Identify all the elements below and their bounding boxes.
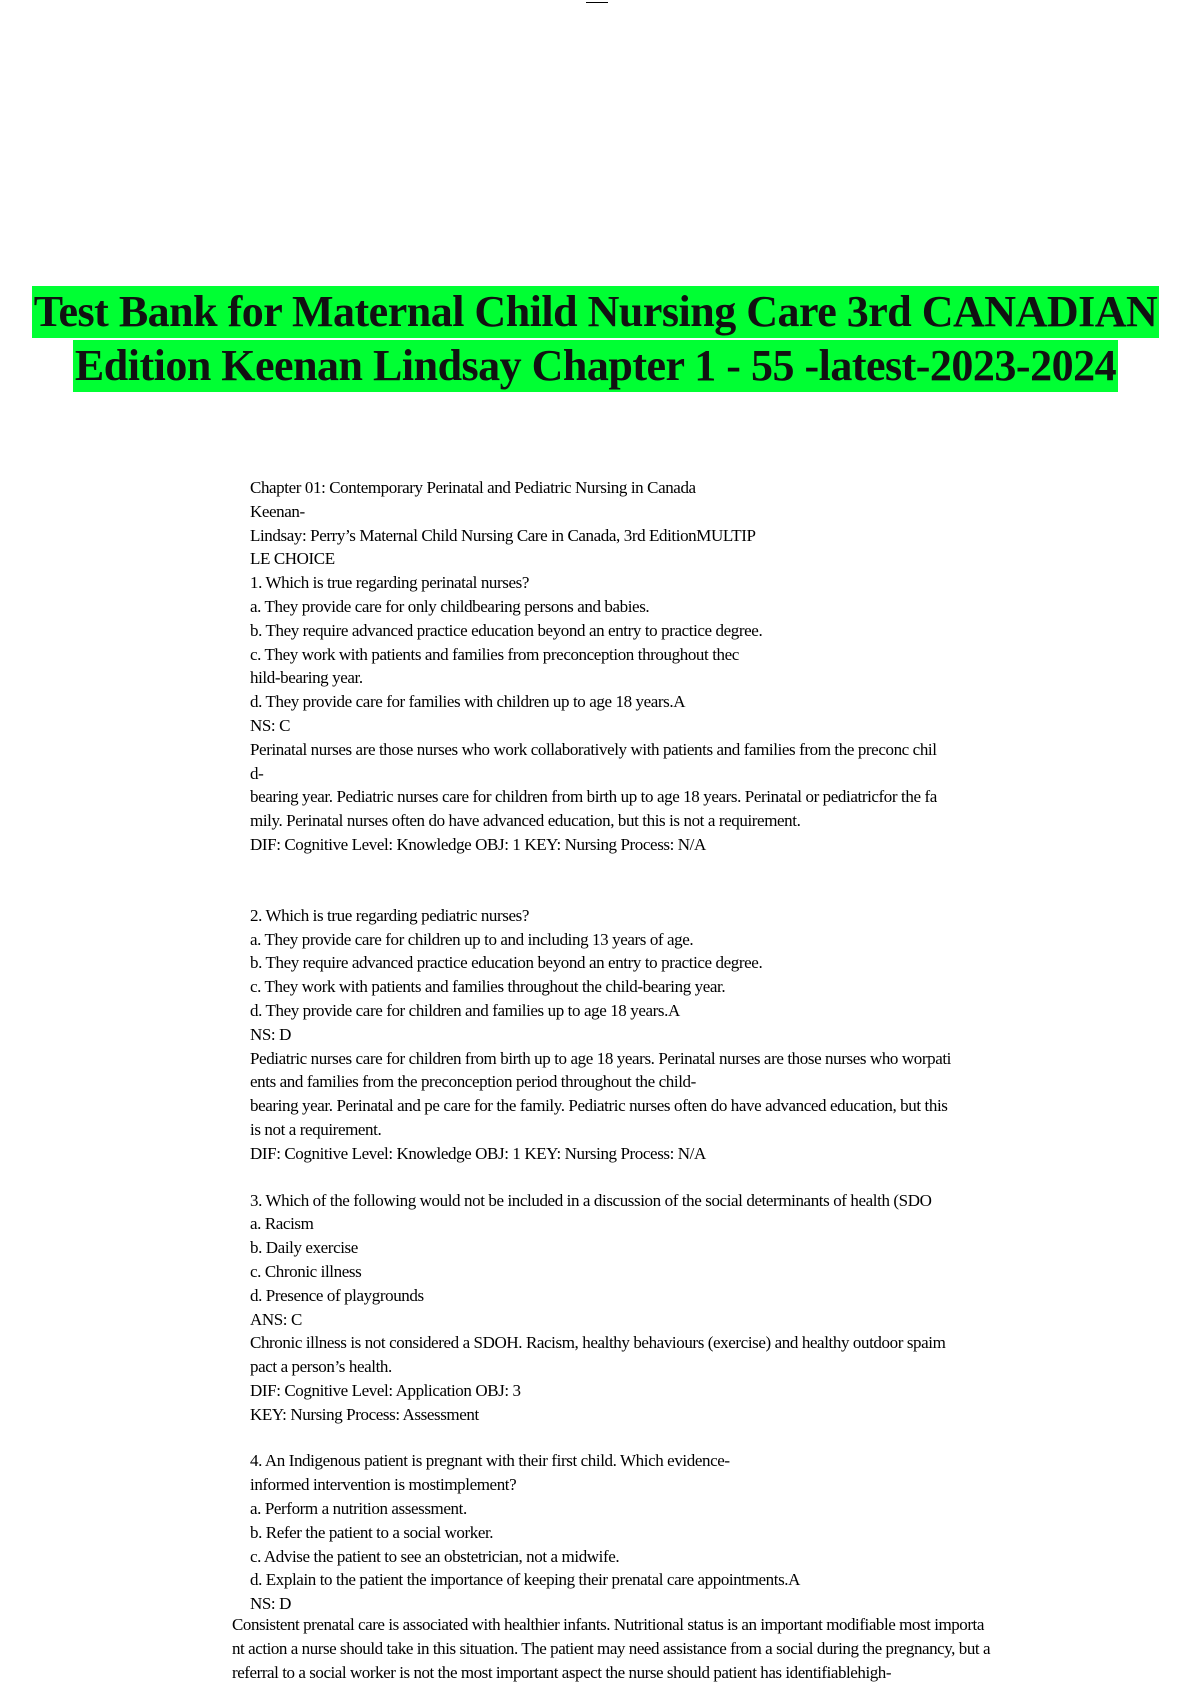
metadata-line: KEY: Nursing Process: Assessment — [250, 1404, 479, 1424]
spacer — [250, 1166, 1130, 1189]
option-line: b. They require advanced practice education beyond an entry to practice degree. — [250, 620, 763, 640]
option-line: a. Perform a nutrition assessment. — [250, 1499, 467, 1519]
metadata-line: DIF: Cognitive Level: Application OBJ: 3 — [250, 1380, 521, 1400]
rationale-line: referral to a social worker is not the most important aspect the nurse should patient has identifiablehigh- — [232, 1662, 892, 1682]
rationale-line: d- — [250, 763, 264, 783]
rationale-line: Perinatal nurses are those nurses who work collaboratively with patients and families from the preconc chil — [250, 739, 937, 759]
option-line: hild-bearing year. — [250, 668, 363, 688]
metadata-line: DIF: Cognitive Level: Knowledge OBJ: 1 KEY: Nursing Process: N/A — [250, 1143, 706, 1163]
spacer — [250, 857, 1130, 904]
rationale-line: Consistent prenatal care is associated with healthier infants. Nutritional status is an important modifiable most importa — [232, 1615, 984, 1634]
rationale-line: bearing year. Pediatric nurses care for children from birth up to age 18 years. Perinatal or pediatricfor the fa — [250, 787, 937, 807]
question-line: 3. Which of the following would not be included in a discussion of the social determinants of health (SDO — [250, 1190, 932, 1210]
question-4 — [250, 1449, 1130, 1616]
option-line: d. They provide care for families with children up to age 18 years.A — [250, 692, 686, 712]
option-line: c. They work with patients and families from preconception throughout thec — [250, 644, 739, 664]
document-title — [0, 286, 1191, 392]
rationale-line: Pediatric nurses care for children from birth up to age 18 years. Perinatal nurses are those nurses who worpati — [250, 1048, 952, 1068]
rationale-line: mily. Perinatal nurses often do have advanced education, but this is not a requirement. — [250, 811, 801, 831]
question-1 — [250, 571, 1130, 857]
option-line: d. Presence of playgrounds — [250, 1285, 424, 1305]
option-line: b. They require advanced practice education beyond an entry to practice degree. — [250, 953, 763, 973]
rationale-line: nt action a nurse should take in this situation. The patient may need assistance from a social during the pregnancy, but a — [232, 1638, 991, 1658]
header-line: LE CHOICE — [250, 549, 335, 569]
option-line: d. They provide care for children and families up to age 18 years.A — [250, 1000, 680, 1020]
question-3 — [250, 1189, 1130, 1427]
option-line: a. Racism — [250, 1214, 314, 1234]
question-4-rationale — [232, 1613, 1172, 1684]
title-line-2: Edition Keenan Lindsay Chapter 1 - 55 -latest-2023-2024 — [74, 341, 1117, 390]
option-line: d. Explain to the patient the importance of keeping their prenatal care appointments.A — [250, 1570, 801, 1590]
rationale-line: bearing year. Perinatal and pe care for the family. Pediatric nurses often do have advanced education, but this — [250, 1096, 948, 1116]
question-line: 4. An Indigenous patient is pregnant with their first child. Which evidence- — [250, 1451, 730, 1471]
header-line: Keenan- — [250, 501, 305, 521]
option-line: b. Daily exercise — [250, 1238, 358, 1258]
question-2 — [250, 904, 1130, 1166]
rationale-line: ents and families from the preconception period throughout the child- — [250, 1072, 696, 1092]
spacer — [250, 1426, 1130, 1449]
question-line: informed intervention is mostimplement? — [250, 1475, 517, 1495]
answer-line: NS: D — [250, 1024, 291, 1044]
rationale-line: pact a person’s health. — [250, 1357, 392, 1377]
answer-line: NS: D — [250, 1594, 291, 1614]
answer-line: ANS: C — [250, 1309, 302, 1329]
option-line: c. Chronic illness — [250, 1261, 362, 1281]
rationale-line: Chronic illness is not considered a SDOH. Racism, healthy behaviours (exercise) and healthy outdoor spaim — [250, 1333, 946, 1353]
document-body — [250, 476, 1130, 1616]
option-line: b. Refer the patient to a social worker. — [250, 1522, 494, 1542]
option-line: a. They provide care for only childbearing persons and babies. — [250, 596, 650, 616]
option-line: c. Advise the patient to see an obstetrician, not a midwife. — [250, 1546, 620, 1566]
chapter-header — [250, 476, 1130, 571]
metadata-line: DIF: Cognitive Level: Knowledge OBJ: 1 KEY: Nursing Process: N/A — [250, 834, 706, 854]
top-rule — [586, 2, 608, 3]
header-line: Lindsay: Perry’s Maternal Child Nursing Care in Canada, 3rd EditionMULTIP — [250, 525, 756, 545]
option-line: c. They work with patients and families throughout the child-bearing year. — [250, 977, 726, 997]
answer-line: NS: C — [250, 715, 291, 735]
title-line-1: Test Bank for Maternal Child Nursing Care 3rd CANADIAN — [33, 287, 1158, 336]
rationale-line: is not a requirement. — [250, 1119, 382, 1139]
header-line: Chapter 01: Contemporary Perinatal and Pediatric Nursing in Canada — [250, 478, 696, 497]
option-line: a. They provide care for children up to and including 13 years of age. — [250, 929, 694, 949]
question-line: 1. Which is true regarding perinatal nurses? — [250, 573, 530, 593]
question-line: 2. Which is true regarding pediatric nurses? — [250, 905, 530, 925]
